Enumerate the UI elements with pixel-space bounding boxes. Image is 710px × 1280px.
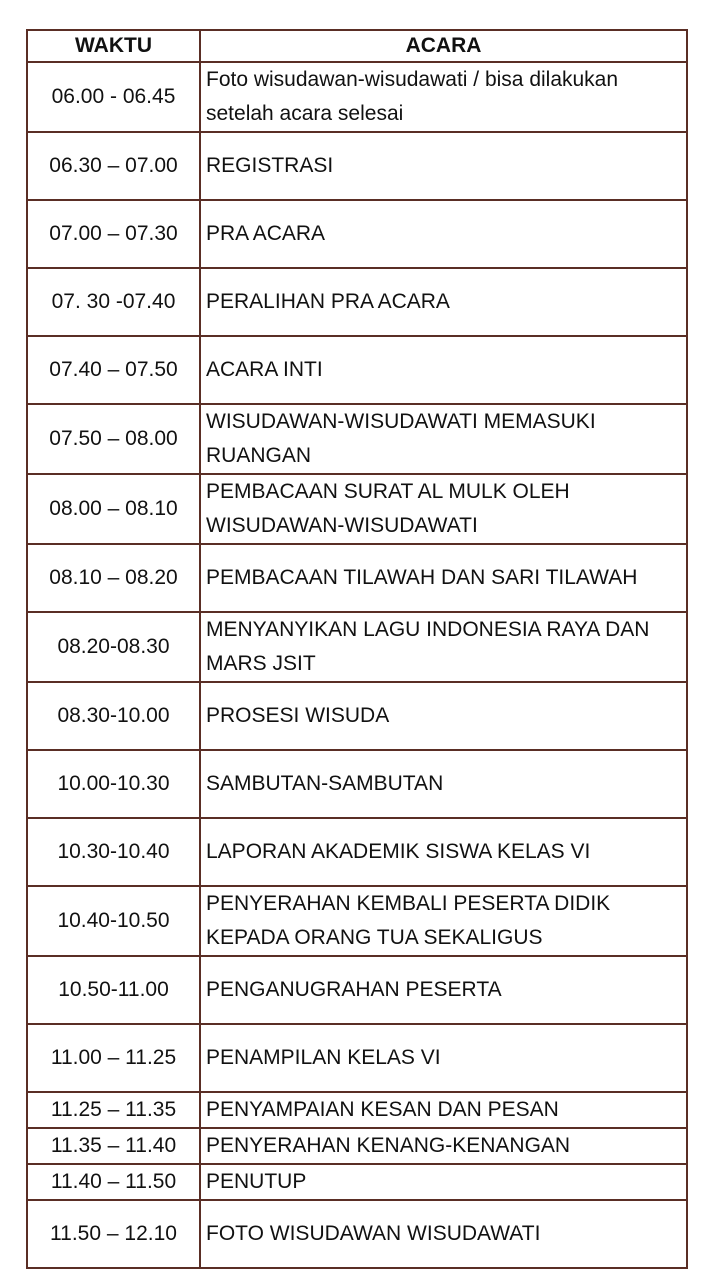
time-cell: 10.00-10.30 xyxy=(27,750,200,818)
event-cell: PENUTUP xyxy=(200,1164,687,1200)
event-cell: REGISTRASI xyxy=(200,132,687,200)
event-cell: ACARA INTI xyxy=(200,336,687,404)
table-row xyxy=(27,886,687,956)
time-cell: 11.40 – 11.50 xyxy=(27,1164,200,1200)
table-row xyxy=(27,404,687,474)
time-cell: 07.00 – 07.30 xyxy=(27,200,200,268)
column-header-time: WAKTU xyxy=(27,30,200,62)
event-cell: WISUDAWAN-WISUDAWATI MEMASUKI RUANGAN xyxy=(200,404,687,474)
event-cell: PENAMPILAN KELAS VI xyxy=(200,1024,687,1092)
time-cell: 10.50-11.00 xyxy=(27,956,200,1024)
schedule-table xyxy=(26,29,688,1269)
time-cell: 11.35 – 11.40 xyxy=(27,1128,200,1164)
table-row xyxy=(27,682,687,750)
time-cell: 08.30-10.00 xyxy=(27,682,200,750)
event-cell: SAMBUTAN-SAMBUTAN xyxy=(200,750,687,818)
time-cell: 08.20-08.30 xyxy=(27,612,200,682)
table-row xyxy=(27,1092,687,1128)
event-cell: PEMBACAAN SURAT AL MULK OLEH WISUDAWAN-WISUDAWATI xyxy=(200,474,687,544)
time-cell: 07.50 – 08.00 xyxy=(27,404,200,474)
table-row xyxy=(27,268,687,336)
time-cell: 08.10 – 08.20 xyxy=(27,544,200,612)
event-cell: PENYERAHAN KEMBALI PESERTA DIDIK KEPADA ORANG TUA SEKALIGUS xyxy=(200,886,687,956)
event-cell: PENYERAHAN KENANG-KENANGAN xyxy=(200,1128,687,1164)
table-row xyxy=(27,200,687,268)
table-row xyxy=(27,1200,687,1268)
event-cell: PERALIHAN PRA ACARA xyxy=(200,268,687,336)
event-cell: PENYAMPAIAN KESAN DAN PESAN xyxy=(200,1092,687,1128)
table-row xyxy=(27,336,687,404)
time-cell: 10.30-10.40 xyxy=(27,818,200,886)
table-row xyxy=(27,474,687,544)
time-cell: 10.40-10.50 xyxy=(27,886,200,956)
table-row xyxy=(27,750,687,818)
time-cell: 07.40 – 07.50 xyxy=(27,336,200,404)
event-cell: PEMBACAAN TILAWAH DAN SARI TILAWAH xyxy=(200,544,687,612)
event-cell: PRA ACARA xyxy=(200,200,687,268)
event-cell: PROSESI WISUDA xyxy=(200,682,687,750)
time-cell: 06.00 - 06.45 xyxy=(27,62,200,132)
time-cell: 06.30 – 07.00 xyxy=(27,132,200,200)
column-header-event: ACARA xyxy=(200,30,687,62)
event-cell: MENYANYIKAN LAGU INDONESIA RAYA DAN MARS JSIT xyxy=(200,612,687,682)
table-row xyxy=(27,62,687,132)
time-cell: 11.25 – 11.35 xyxy=(27,1092,200,1128)
event-cell: PENGANUGRAHAN PESERTA xyxy=(200,956,687,1024)
time-cell: 11.00 – 11.25 xyxy=(27,1024,200,1092)
table-row xyxy=(27,132,687,200)
event-cell: LAPORAN AKADEMIK SISWA KELAS VI xyxy=(200,818,687,886)
event-cell: Foto wisudawan-wisudawati / bisa dilakukan setelah acara selesai xyxy=(200,62,687,132)
time-cell: 11.50 – 12.10 xyxy=(27,1200,200,1268)
table-row xyxy=(27,1164,687,1200)
time-cell: 08.00 – 08.10 xyxy=(27,474,200,544)
table-row xyxy=(27,1128,687,1164)
time-cell: 07. 30 -07.40 xyxy=(27,268,200,336)
table-row xyxy=(27,818,687,886)
table-row xyxy=(27,956,687,1024)
table-row xyxy=(27,612,687,682)
table-header-row xyxy=(27,30,687,62)
table-row xyxy=(27,1024,687,1092)
event-cell: FOTO WISUDAWAN WISUDAWATI xyxy=(200,1200,687,1268)
table-row xyxy=(27,544,687,612)
